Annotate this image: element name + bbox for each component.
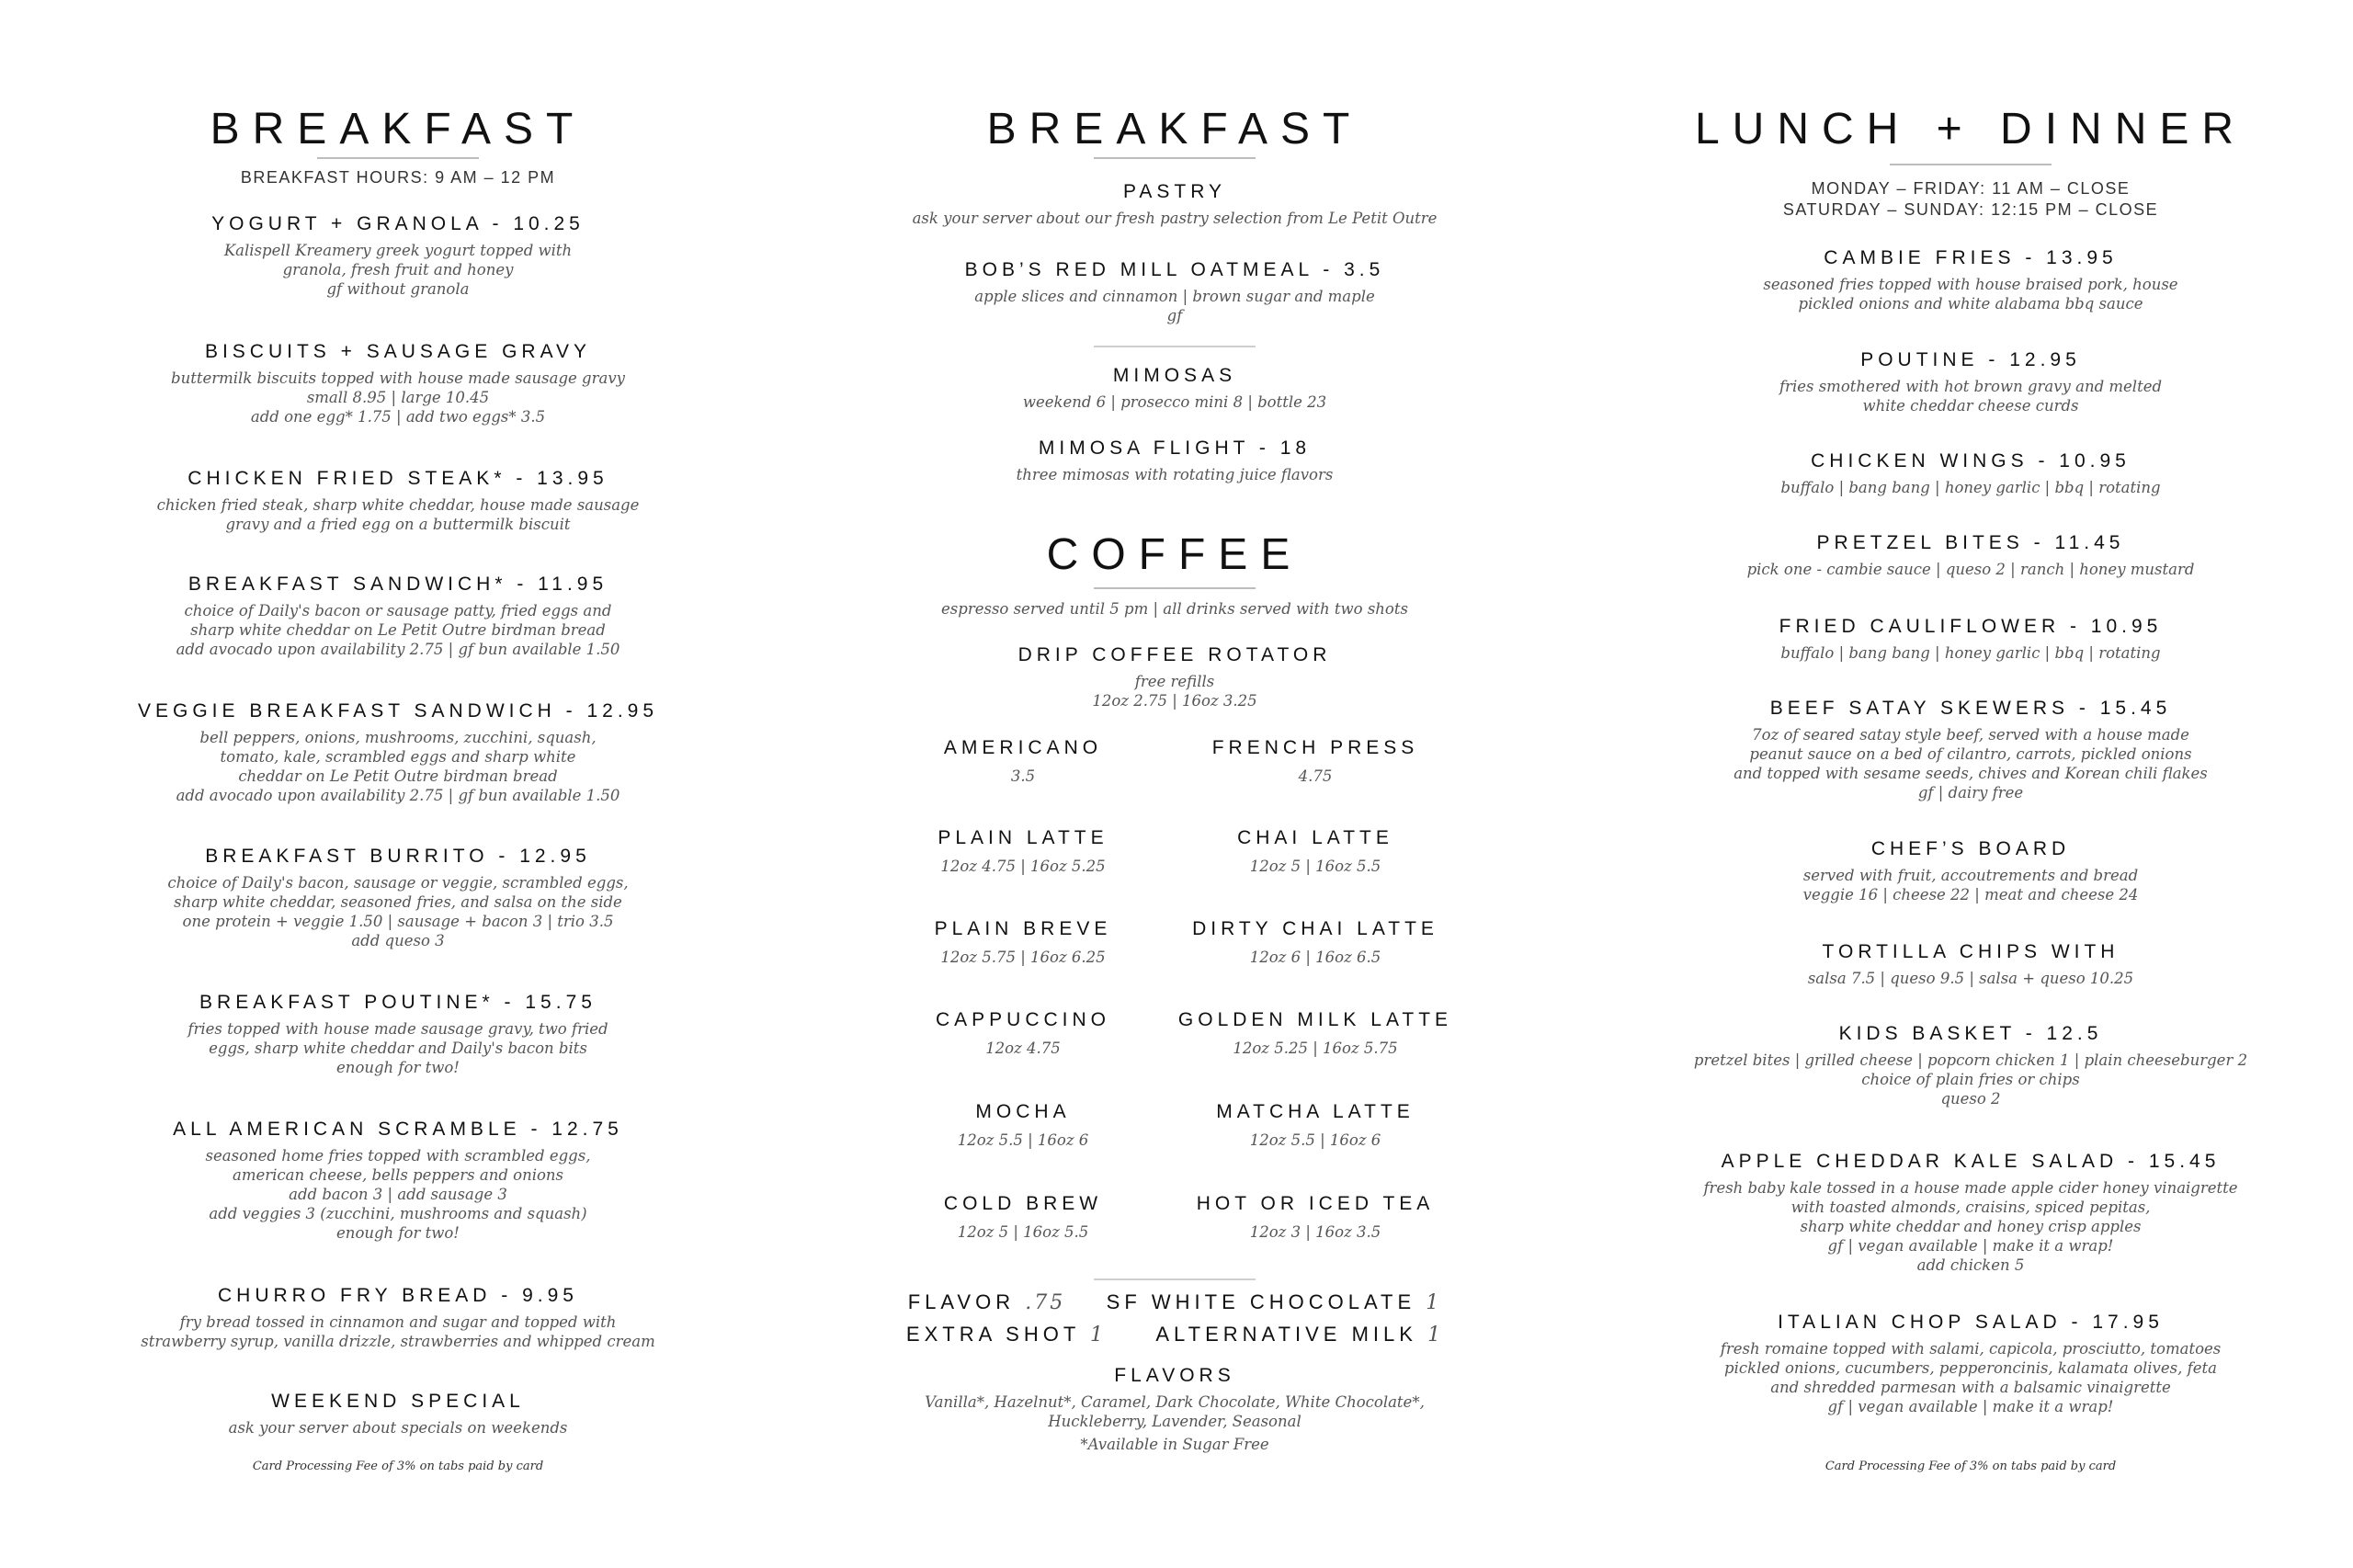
menu-item (1670, 1149, 2271, 1275)
menu-item (120, 211, 676, 299)
addon-label: SF WHITE CHOCOLATE (1106, 1290, 1416, 1313)
menu-item (120, 990, 676, 1077)
item-name: BREAKFAST POUTINE* - 15.75 (199, 992, 597, 1013)
item-name: CAPPUCCINO (935, 1009, 1111, 1030)
menu-item (120, 339, 676, 426)
drink-item (885, 1007, 1161, 1058)
item-description: choice of Daily's bacon or sausage patty, fried eggs and sharp white cheddar on Le Petit Outre birdman bread add avocado upon availability 2.75 | gf bun available 1.50 (176, 602, 620, 658)
item-name: BEEF SATAY SKEWERS - 15.45 (1769, 698, 2172, 719)
item-price: 12oz 5.5 | 16oz 6 (1249, 1131, 1381, 1149)
section-divider (1094, 346, 1256, 347)
item-description: 7oz of seared satay style beef, served with a house made peanut sauce on a bed of cilantro, carrots, pickled onions and topped with sesame seeds, chives and Korean chili flakes gf | dairy free (1733, 726, 2208, 801)
section-divider (1094, 1278, 1256, 1280)
card-fee-note: Card Processing Fee of 3% on tabs paid by card (1824, 1460, 2117, 1473)
item-description: salsa 7.5 | queso 9.5 | salsa + queso 10.25 (1807, 970, 2134, 987)
menu-item (885, 179, 1464, 228)
item-price: 4.75 (1298, 767, 1333, 785)
drink-item (1177, 825, 1453, 876)
breakfast-hours: BREAKFAST HOURS: 9 AM – 12 PM (240, 168, 556, 187)
breakfast-title: BREAKFAST (210, 105, 586, 153)
item-price: 3.5 (1010, 767, 1036, 785)
item-name: ALL AMERICAN SCRAMBLE - 12.75 (173, 1119, 623, 1140)
addon-row (885, 1290, 1464, 1314)
item-name: PASTRY (1122, 181, 1227, 202)
item-name: PRETZEL BITES - 11.45 (1816, 532, 2125, 553)
item-description: buffalo | bang bang | honey garlic | bbq | rotating (1780, 644, 2161, 662)
drink-item (885, 916, 1161, 967)
drink-item (1177, 1099, 1453, 1150)
item-name: POUTINE - 12.95 (1860, 349, 2081, 370)
addon-price: 1 (1426, 1291, 1442, 1314)
menu-item (120, 844, 676, 950)
menu-item (1670, 530, 2271, 579)
item-name: GOLDEN MILK LATTE (1177, 1009, 1453, 1030)
item-name: COLD BREW (943, 1193, 1103, 1214)
item-description: chicken fried steak, sharp white cheddar, house made sausage gravy and a fried egg on a buttermilk biscuit (156, 496, 640, 533)
menu-item (1670, 614, 2271, 663)
addon-label: ALTERNATIVE MILK (1155, 1323, 1417, 1346)
item-description: fries smothered with hot brown gravy and melted white cheddar cheese curds (1779, 378, 2163, 415)
menu-item-flavors (885, 1363, 1464, 1454)
menu-item (1670, 696, 2271, 802)
item-name: MIMOSAS (1112, 365, 1237, 386)
item-name: PLAIN BREVE (934, 918, 1112, 939)
menu-item (1670, 836, 2271, 904)
item-name: PLAIN LATTE (938, 827, 1108, 848)
item-description: seasoned home fries topped with scrambled eggs, american cheese, bells peppers and onions add bacon 3 | add sausage 3 add veggies 3 (zucchini, mushrooms and squash) enough for two! (205, 1147, 591, 1242)
item-price: 12oz 5 | 16oz 5.5 (957, 1223, 1089, 1241)
sugar-free-note: *Available in Sugar Free (1080, 1436, 1269, 1453)
item-description: ask your server about our fresh pastry selection from Le Petit Outre (912, 210, 1438, 227)
item-name: FLAVORS (1114, 1365, 1235, 1386)
item-description: free refills 12oz 2.75 | 16oz 3.25 (1092, 673, 1257, 710)
card-fee-note: Card Processing Fee of 3% on tabs paid by card (252, 1460, 544, 1473)
item-description: choice of Daily's bacon, sausage or veggie, scrambled eggs, sharp white cheddar, seasoned fries, and salsa on the side one protein + veggie 1.50 | sausage + bacon 3 | trio 3.5 add queso 3 (167, 874, 629, 949)
item-name: CHEF’S BOARD (1870, 838, 2071, 859)
item-description: Vanilla*, Hazelnut*, Caramel, Dark Chocolate, White Chocolate*, Huckleberry, Lavender, Seasonal (925, 1393, 1425, 1430)
menu-item (885, 363, 1464, 412)
item-name: DRIP COFFEE ROTATOR (1017, 644, 1332, 665)
item-description: ask your server about specials on weekends (228, 1419, 568, 1437)
drink-item (1177, 1191, 1453, 1242)
drink-item (885, 735, 1161, 786)
item-name: CAMBIE FRIES - 13.95 (1824, 247, 2118, 268)
item-name: MIMOSA FLIGHT - 18 (1038, 437, 1312, 459)
item-description: seasoned fries topped with house braised pork, house pickled onions and white alabama bbq sauce (1763, 276, 2178, 312)
menu-item (885, 257, 1464, 325)
item-name: TORTILLA CHIPS WITH (1822, 941, 2120, 962)
addon-row (885, 1323, 1464, 1346)
item-name: KIDS BASKET - 12.5 (1838, 1023, 2103, 1044)
addon-price: .75 (1025, 1291, 1066, 1314)
drink-item (885, 825, 1161, 876)
item-name: YOGURT + GRANOLA - 10.25 (211, 213, 585, 234)
item-description: pick one - cambie sauce | queso 2 | ranch | honey mustard (1746, 561, 2195, 578)
item-name: WEEKEND SPECIAL (271, 1391, 525, 1412)
item-price: 12oz 4.75 | 16oz 5.25 (940, 858, 1106, 875)
item-description: apple slices and cinnamon | brown sugar and maple gf (974, 288, 1375, 324)
menu-item (1670, 245, 2271, 313)
menu-item (120, 699, 676, 805)
menu-item (885, 436, 1464, 484)
drink-item (1177, 1007, 1453, 1058)
addon-label: FLAVOR (907, 1290, 1016, 1313)
title-divider (1094, 587, 1256, 589)
item-name: CHURRO FRY BREAD - 9.95 (218, 1285, 578, 1306)
coffee-note: espresso served until 5 pm | all drinks served with two shots (941, 600, 1408, 618)
title-divider (1890, 164, 2052, 165)
item-description: bell peppers, onions, mushrooms, zucchini, squash, tomato, kale, scrambled eggs and sharp white cheddar on Le Petit Outre birdman bread add avocado upon availability 2.75 | gf bun available 1.50 (176, 729, 620, 804)
item-price: 12oz 3 | 16oz 3.5 (1249, 1223, 1381, 1241)
menu-item (1670, 939, 2271, 988)
item-price: 12oz 5 | 16oz 5.5 (1249, 858, 1381, 875)
item-description: served with fruit, accoutrements and bread veggie 16 | cheese 22 | meat and cheese 24 (1802, 867, 2139, 903)
item-name: MOCHA (975, 1101, 1071, 1122)
item-name: CHAI LATTE (1237, 827, 1393, 848)
item-name: BISCUITS + SAUSAGE GRAVY (204, 341, 592, 362)
item-price: 12oz 4.75 (985, 1040, 1061, 1057)
menu-item (1670, 347, 2271, 415)
item-description: fresh romaine topped with salami, capicola, prosciutto, tomatoes pickled onions, cucumbers, pepperoncinis, kalamata olives, feta and shredded parmesan with a balsamic vinaigrette gf | vegan available | make it a wrap! (1720, 1340, 2222, 1415)
item-name: BREAKFAST SANDWICH* - 11.95 (188, 574, 608, 595)
item-name: VEGGIE BREAKFAST SANDWICH - 12.95 (137, 700, 659, 722)
item-name: APPLE CHEDDAR KALE SALAD - 15.45 (1721, 1151, 2221, 1172)
item-description: fresh baby kale tossed in a house made apple cider honey vinaigrette with toasted almonds, craisins, spiced pepitas, sharp white cheddar and honey crisp apples gf | vegan available | make it a wrap! add chicken 5 (1703, 1179, 2238, 1274)
menu-item (120, 1389, 676, 1437)
item-price: 12oz 5.75 | 16oz 6.25 (940, 949, 1106, 966)
item-name: FRIED CAULIFLOWER - 10.95 (1779, 616, 2163, 637)
addon-label: EXTRA SHOT (905, 1323, 1080, 1346)
item-name: ITALIAN CHOP SALAD - 17.95 (1778, 1312, 2164, 1333)
title-divider (1094, 157, 1256, 159)
drink-item (885, 1191, 1161, 1242)
item-description: three mimosas with rotating juice flavors (1016, 466, 1334, 483)
item-description: fry bread tossed in cinnamon and sugar and topped with strawberry syrup, vanilla drizzle, strawberries and whipped cream (141, 1313, 655, 1350)
item-name: BREAKFAST BURRITO - 12.95 (205, 846, 591, 867)
item-description: fries topped with house made sausage gravy, two fried eggs, sharp white cheddar and Daily's bacon bits enough for two! (188, 1020, 608, 1076)
menu-item (1670, 449, 2271, 497)
item-name: CHICKEN FRIED STEAK* - 13.95 (188, 468, 608, 489)
menu-item (120, 1117, 676, 1243)
menu-item (120, 1283, 676, 1351)
menu-item (1670, 1310, 2271, 1416)
item-name: BOB’S RED MILL OATMEAL - 3.5 (964, 259, 1385, 280)
item-name: CHICKEN WINGS - 10.95 (1811, 450, 2131, 472)
item-name: AMERICANO (943, 737, 1103, 758)
drink-item (1177, 916, 1453, 967)
menu-item (1670, 1021, 2271, 1108)
addon-price: 1 (1427, 1324, 1444, 1346)
item-name: MATCHA LATTE (1216, 1101, 1415, 1122)
item-description: pretzel bites | grilled cheese | popcorn chicken 1 | plain cheeseburger 2 choice of plain fries or chips queso 2 (1693, 1051, 2248, 1108)
item-description: buffalo | bang bang | honey garlic | bbq | rotating (1780, 479, 2161, 496)
item-name: HOT OR ICED TEA (1196, 1193, 1435, 1214)
addon-price: 1 (1090, 1324, 1107, 1346)
lunch-hours: MONDAY – FRIDAY: 11 AM – CLOSE SATURDAY – SUNDAY: 12:15 PM – CLOSE (1782, 179, 2159, 219)
menu-item (120, 572, 676, 659)
item-price: 12oz 5.25 | 16oz 5.75 (1233, 1040, 1398, 1057)
item-description: Kalispell Kreamery greek yogurt topped with granola, fresh fruit and honey gf without granola (223, 242, 573, 298)
menu-item-drip (885, 642, 1464, 710)
item-price: 12oz 6 | 16oz 6.5 (1249, 949, 1381, 966)
item-name: DIRTY CHAI LATTE (1192, 918, 1438, 939)
drink-item (1177, 735, 1453, 786)
item-name: FRENCH PRESS (1211, 737, 1419, 758)
coffee-title: COFFEE (1046, 530, 1303, 579)
lunch-dinner-title: LUNCH + DINNER (1694, 105, 2247, 153)
item-description: weekend 6 | prosecco mini 8 | bottle 23 (1022, 393, 1327, 411)
breakfast-title: BREAKFAST (986, 105, 1363, 153)
drink-item (885, 1099, 1161, 1150)
title-divider (317, 157, 479, 159)
item-price: 12oz 5.5 | 16oz 6 (957, 1131, 1089, 1149)
menu-item (120, 466, 676, 534)
item-description: buttermilk biscuits topped with house made sausage gravy small 8.95 | large 10.45 add one egg* 1.75 | add two eggs* 3.5 (171, 369, 625, 426)
